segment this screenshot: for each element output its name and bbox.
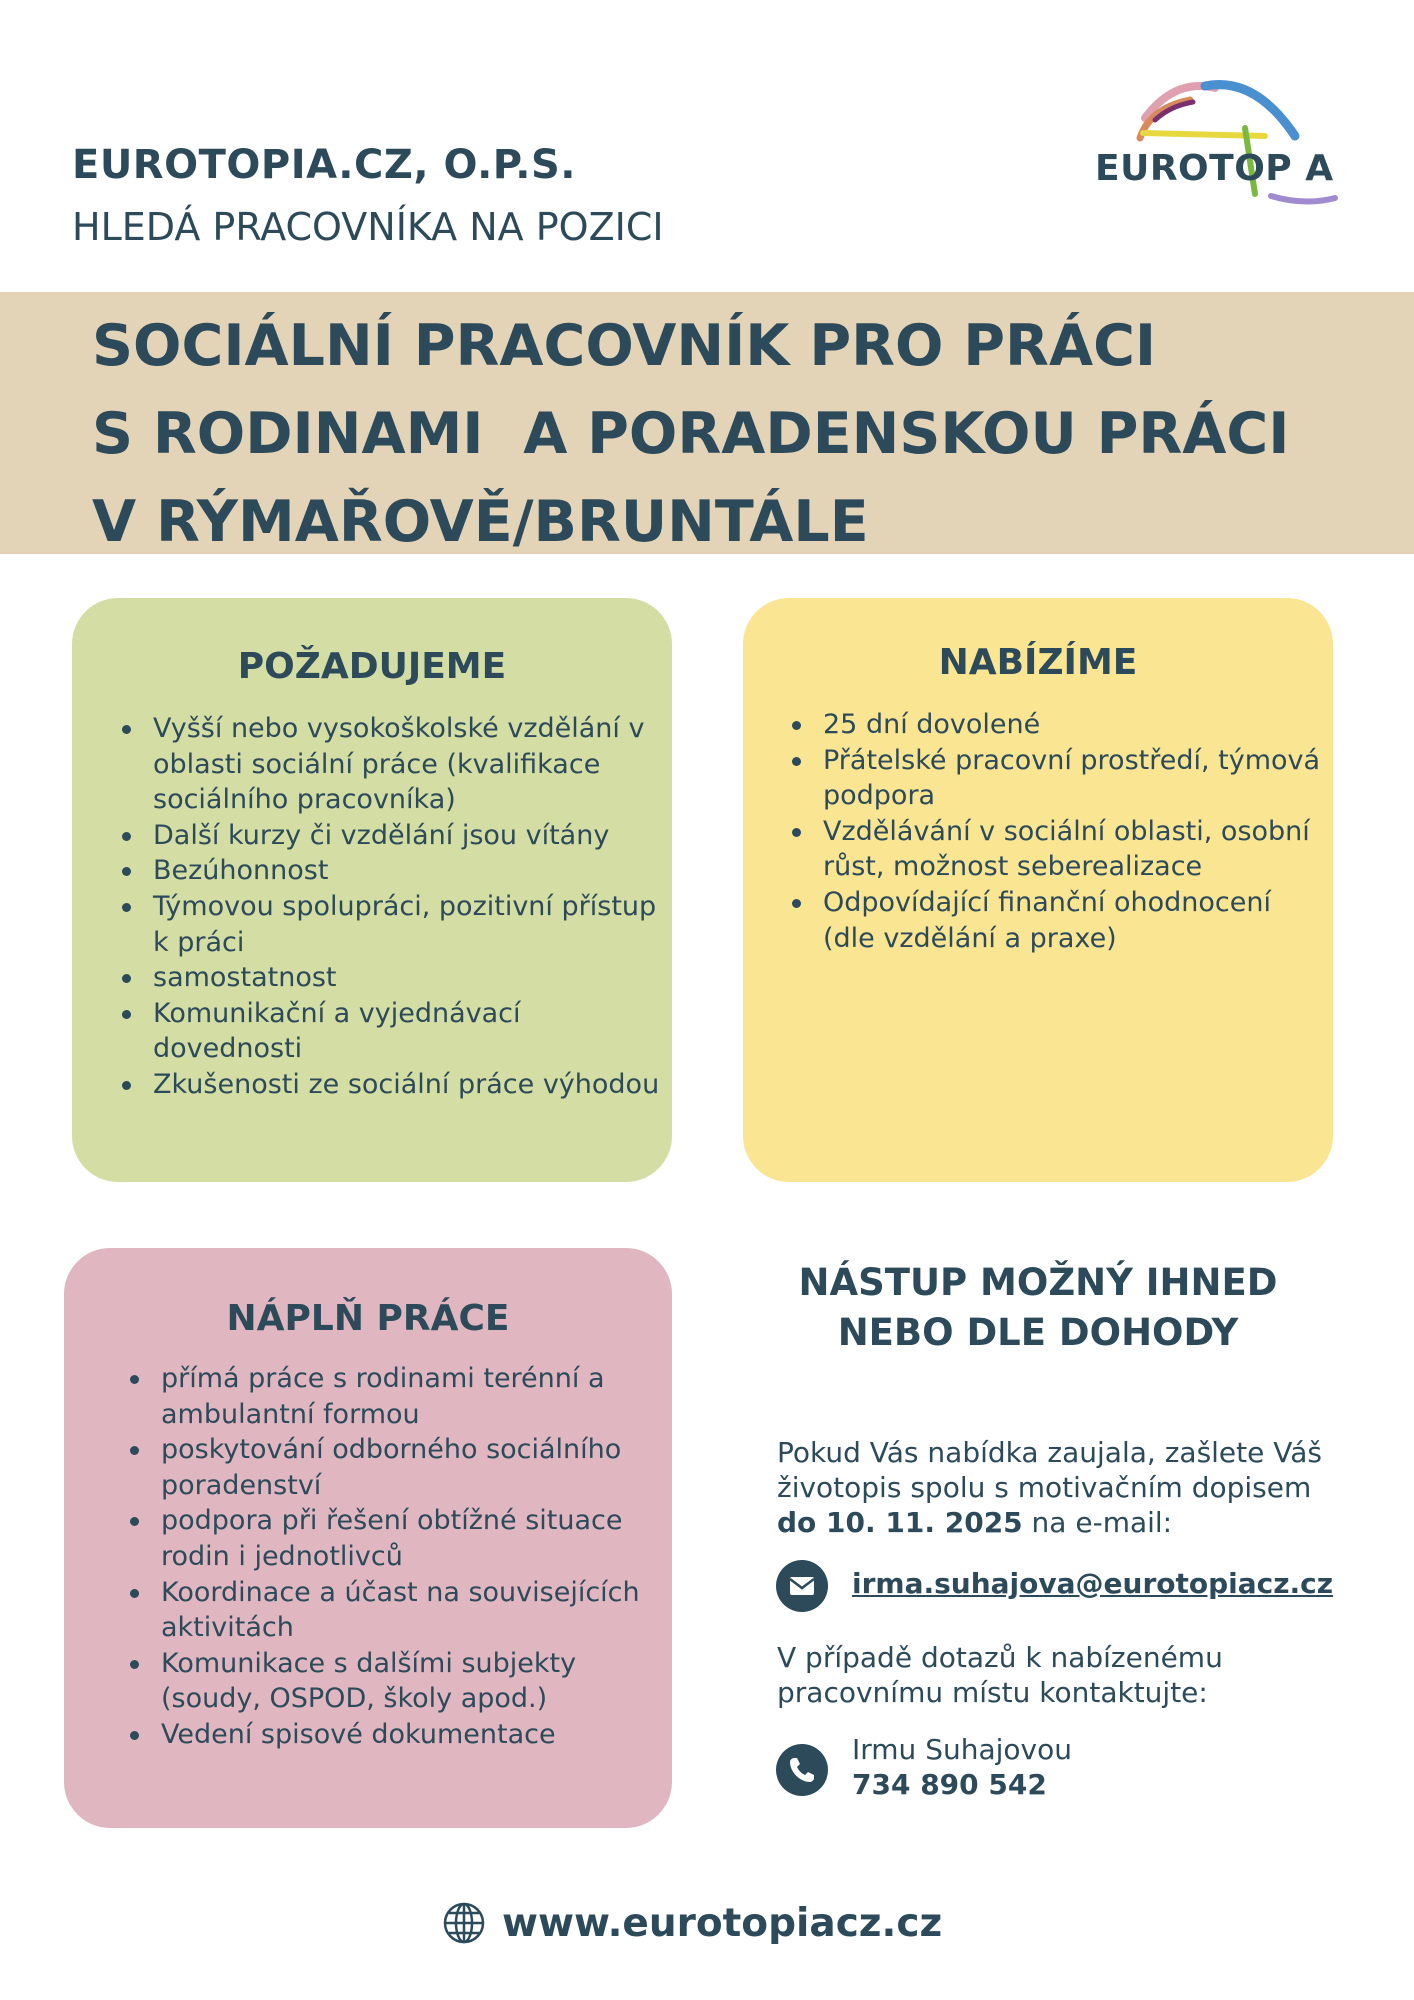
list-item: podpora při řešení obtížné situace rodin i jednotlivců: [161, 1503, 664, 1574]
position-title-line: SOCIÁLNÍ PRACOVNÍK PRO PRÁCI: [92, 313, 1157, 379]
list-item: Bezúhonnost: [153, 853, 660, 889]
position-title: [92, 302, 1289, 566]
list-item: Týmovou spolupráci, pozitivní přístup k práci: [153, 889, 660, 960]
contact-text: V případě dotazů k nabízenému pracovnímu místu kontaktujte:: [777, 1641, 1223, 1709]
list-item: Koordinace a účast na souvisejících aktivitách: [161, 1575, 664, 1646]
requirements-title: POŽADUJEME: [237, 646, 507, 687]
job-content-card: [64, 1248, 672, 1828]
list-item: přímá práce s rodinami terénní a ambulantní formou: [161, 1361, 664, 1432]
tagline: HLEDÁ PRACOVNÍKA NA POZICI: [72, 205, 664, 249]
apply-instructions: [777, 1435, 1337, 1540]
position-title-line: V RÝMAŘOVĚ/BRUNTÁLE: [92, 489, 869, 555]
list-item: Komunikační a vyjednávací dovednosti: [153, 996, 660, 1067]
website-footer: [442, 1895, 942, 1951]
list-item: Komunikace s dalšími subjekty (soudy, OSPOD, školy apod.): [161, 1646, 664, 1717]
list-item: Vyšší nebo vysokoškolské vzdělání v oblasti sociální práce (kvalifikace sociálního pracovníka): [153, 711, 660, 818]
requirements-card: [72, 598, 672, 1182]
offer-title: NABÍZÍME: [938, 642, 1138, 683]
list-item: samostatnost: [153, 960, 660, 996]
position-title-line: S RODINAMI A PORADENSKOU PRÁCI: [92, 401, 1290, 467]
organization-name: EUROTOPIA.CZ, O.P.S.: [72, 142, 576, 188]
list-item: Vedení spisové dokumentace: [161, 1717, 664, 1753]
list-item: Přátelské pracovní prostředí, týmová podpora: [823, 743, 1323, 814]
list-item: 25 dní dovolené: [823, 707, 1323, 743]
start-line: NEBO DLE DOHODY: [837, 1311, 1239, 1354]
list-item: Zkušenosti ze sociální práce výhodou: [153, 1067, 660, 1103]
mail-icon: [776, 1560, 828, 1612]
list-item: Další kurzy či vzdělání jsou vítány: [153, 818, 660, 854]
eurotopia-logo: [1095, 78, 1340, 208]
offer-list: [823, 707, 1323, 956]
contact-name: Irmu Suhajovou: [852, 1733, 1072, 1766]
phone-icon: [776, 1744, 828, 1796]
apply-text-end: na e-mail:: [1022, 1506, 1173, 1539]
offer-card: [743, 598, 1333, 1182]
start-notice: [743, 1258, 1333, 1358]
logo-text: EUROTOP A: [1095, 148, 1334, 189]
list-item: Vzdělávání v sociální oblasti, osobní růst, možnost seberealizace: [823, 814, 1323, 885]
email-link[interactable]: irma.suhajova@eurotopiacz.cz: [852, 1567, 1334, 1600]
website-link[interactable]: www.eurotopiacz.cz: [502, 1900, 943, 1946]
apply-text: Pokud Vás nabídka zaujala, zašlete Váš životopis spolu s motivačním dopisem: [777, 1436, 1322, 1504]
contact-phone[interactable]: 734 890 542: [852, 1768, 1047, 1801]
job-content-list: [161, 1361, 664, 1753]
apply-deadline: do 10. 11. 2025: [777, 1506, 1023, 1539]
list-item: Odpovídající finanční ohodnocení (dle vzdělání a praxe): [823, 885, 1323, 956]
requirements-list: [153, 711, 660, 1103]
globe-icon: [442, 1901, 486, 1945]
job-content-title: NÁPLŇ PRÁCE: [226, 1298, 510, 1339]
start-line: NÁSTUP MOŽNÝ IHNED: [798, 1261, 1278, 1304]
list-item: poskytování odborného sociálního poradenství: [161, 1432, 664, 1503]
